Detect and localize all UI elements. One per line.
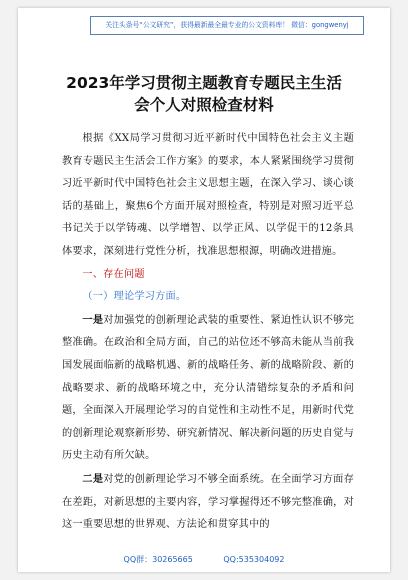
- paragraph-point-2: [62, 468, 354, 537]
- section-heading-problems: 一、存在问题: [82, 268, 145, 280]
- document-page: [18, 8, 390, 572]
- footer-qq-group: QQ群：30265665: [123, 555, 193, 564]
- page-footer: [18, 554, 390, 565]
- title-line-1: 2023年学习贯彻主题教育专题民主生活: [66, 74, 342, 92]
- title-line-2: 会个人对照检查材料: [134, 96, 274, 114]
- paragraph-point-1: [62, 309, 354, 468]
- point-2-text: 对党的创新理论学习不够全面系统。在全面学习方面存在差距，对新思想的主要内容，学习掌握得还不够完整准确，对这一重要思想的世界观、方法论和贯穿其中的: [62, 473, 354, 531]
- document-title: [18, 72, 390, 116]
- point-1-lead: 一是: [82, 313, 104, 326]
- subsection-heading-theory: （一）理论学习方面。: [82, 291, 187, 303]
- header-banner: 关注头条号“公文研究”，获得最新最全最专业的公文资料库！ 微信：gongwenyj: [90, 16, 364, 35]
- point-2-lead: 二是: [82, 472, 104, 485]
- document-body: [62, 128, 354, 537]
- intro-paragraph: 根据《XX局学习贯彻习近平新时代中国特色社会主义主题教育专题民主生活会工作方案》的要求，本人紧紧围绕学习贯彻习近平新时代中国特色社会主义思想主题，在深入学习、谈心谈话的基础上，聚焦6个方面开展对照检查，特别是对照习近平总书记关于以学铸魂、以学增智、以学正风、以学促干的12条具体要求，深刻进行党性分析，找准思想根源，明确改进措施。: [62, 133, 354, 257]
- point-1-text: 对加强党的创新理论武装的重要性、紧迫性认识不够完整准确。在政治和全局方面，自己的站位还不够高未能从当前我国发展面临新的战略机遇、新的战略任务、新的战略阶段、新的战略要求、新的战略环境之中，充分认清错综复杂的矛盾和问题，全面深入开展理论学习的自觉性和主动性不足，用新时代党的创新理论观察新形势、研究新情况、解决新问题的历史自觉与历史主动有所欠缺。: [62, 314, 354, 462]
- footer-qq: QQ:535304092: [223, 555, 285, 564]
